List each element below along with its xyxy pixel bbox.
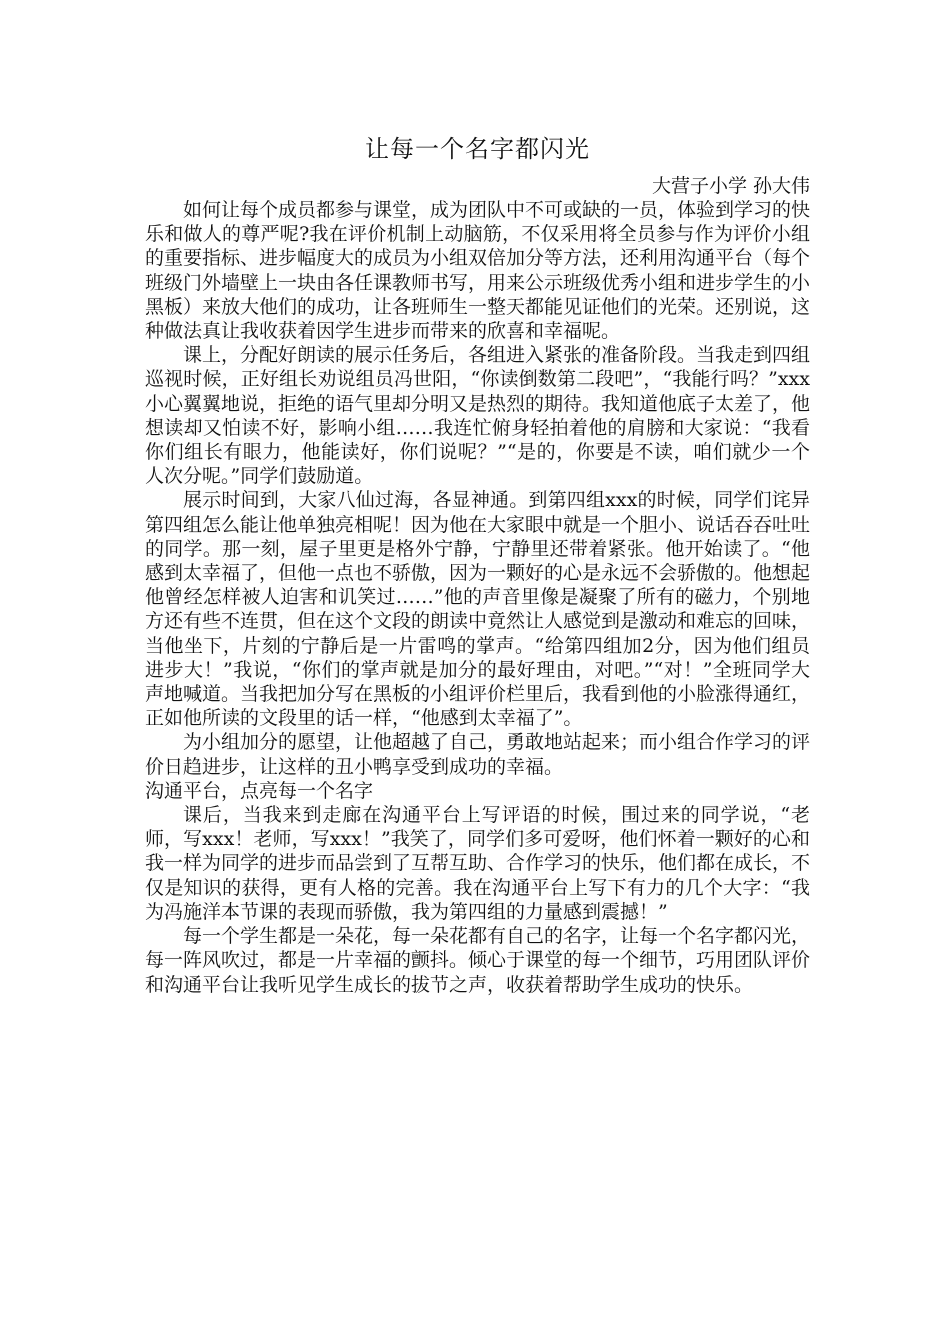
section-heading: 沟通平台，点亮每一个名字	[145, 779, 374, 802]
document-page	[145, 132, 810, 997]
paragraph-group-evaluation: 为小组加分的愿望，让他超越了自己，勇敢地站起来；而小组合作学习的评价日趋进步，让这样的丑小鸭享受到成功的幸福。	[145, 731, 811, 778]
paragraph-intro: 如何让每个成员都参与课堂，成为团队中不可或缺的一员，体验到学习的快乐和做人的尊严呢?我在评价机制上动脑筋，不仅采用将全员参与作为评价小组的重要指标、进步幅度大的成员为小组双倍加分等方法，还利用沟通平台（每个班级门外墙壁上一块由各任课教师书写，用来公示班级优秀小组和进步学生的小黑板）来放大他们的成功，让各班师生一整天都能见证他们的光荣。还别说，这种做法真让我收获着因学生进步而带来的欣喜和幸福呢。	[145, 199, 811, 343]
paragraph-class-reading: 课上，分配好朗读的展示任务后，各组进入紧张的准备阶段。当我走到四组巡视时候，正好组长劝说组员冯世阳，“你读倒数第二段吧”，“我能行吗？”xxx小心翼翼地说，拒绝的语气里却分明又是热烈的期待。我知道他底子太差了，他想读却又怕读不好，影响小组……我连忙俯身轻拍着他的肩膀和大家说：“我看你们组长有眼力，他能读好，你们说呢？”“是的，你要是不读，咱们就少一个人次分呢。”同学们鼓励道。	[145, 344, 811, 488]
author-line: 大营子小学 孙大伟	[651, 175, 810, 197]
paragraph-conclusion: 每一个学生都是一朵花，每一朵花都有自己的名字，让每一个名字都闪光，每一阵风吹过，都是一片幸福的颤抖。倾心于课堂的每一个细节，巧用团队评价和沟通平台让我听见学生成长的拔节之声，收获着帮助学生成功的快乐。	[145, 925, 811, 996]
paragraph-after-class: 课后，当我来到走廊在沟通平台上写评语的时候，围过来的同学说，“老师，写xxx！老师，写xxx！”我笑了，同学们多可爱呀，他们怀着一颗好的心和我一样为同学的进步而品尝到了互帮互助、合作学习的快乐，他们都在成长，不仅是知识的获得，更有人格的完善。我在沟通平台上写下有力的几个大字：“我为冯施洋本节课的表现而骄傲，我为第四组的力量感到震撼！”	[145, 804, 811, 923]
paragraph-presentation: 展示时间到，大家八仙过海，各显神通。到第四组xxx的时候，同学们诧异第四组怎么能让他单独亮相呢！因为他在大家眼中就是一个胆小、说话吞吞吐吐的同学。那一刻，屋子里更是格外宁静，宁静里还带着紧张。他开始读了。“他感到太幸福了，但他一点也不骄傲，因为一颗好的心是永远不会骄傲的。他想起他曾经怎样被人迫害和讥笑过……”他的声音里像是凝聚了所有的磁力，个别地方还有些不连贯，但在这个文段的朗读中竟然让人感觉到是激动和难忘的回味，当他坐下，片刻的宁静后是一片雷鸣的掌声。“给第四组加2分，因为他们组员进步大！”我说，“你们的掌声就是加分的最好理由，对吧。”“对！”全班同学大声地喊道。当我把加分写在黑板的小组评价栏里后，我看到他的小脸涨得通红，正如他所读的文段里的话一样，“他感到太幸福了”。	[145, 489, 811, 730]
document-title: 让每一个名字都闪光	[365, 135, 590, 163]
